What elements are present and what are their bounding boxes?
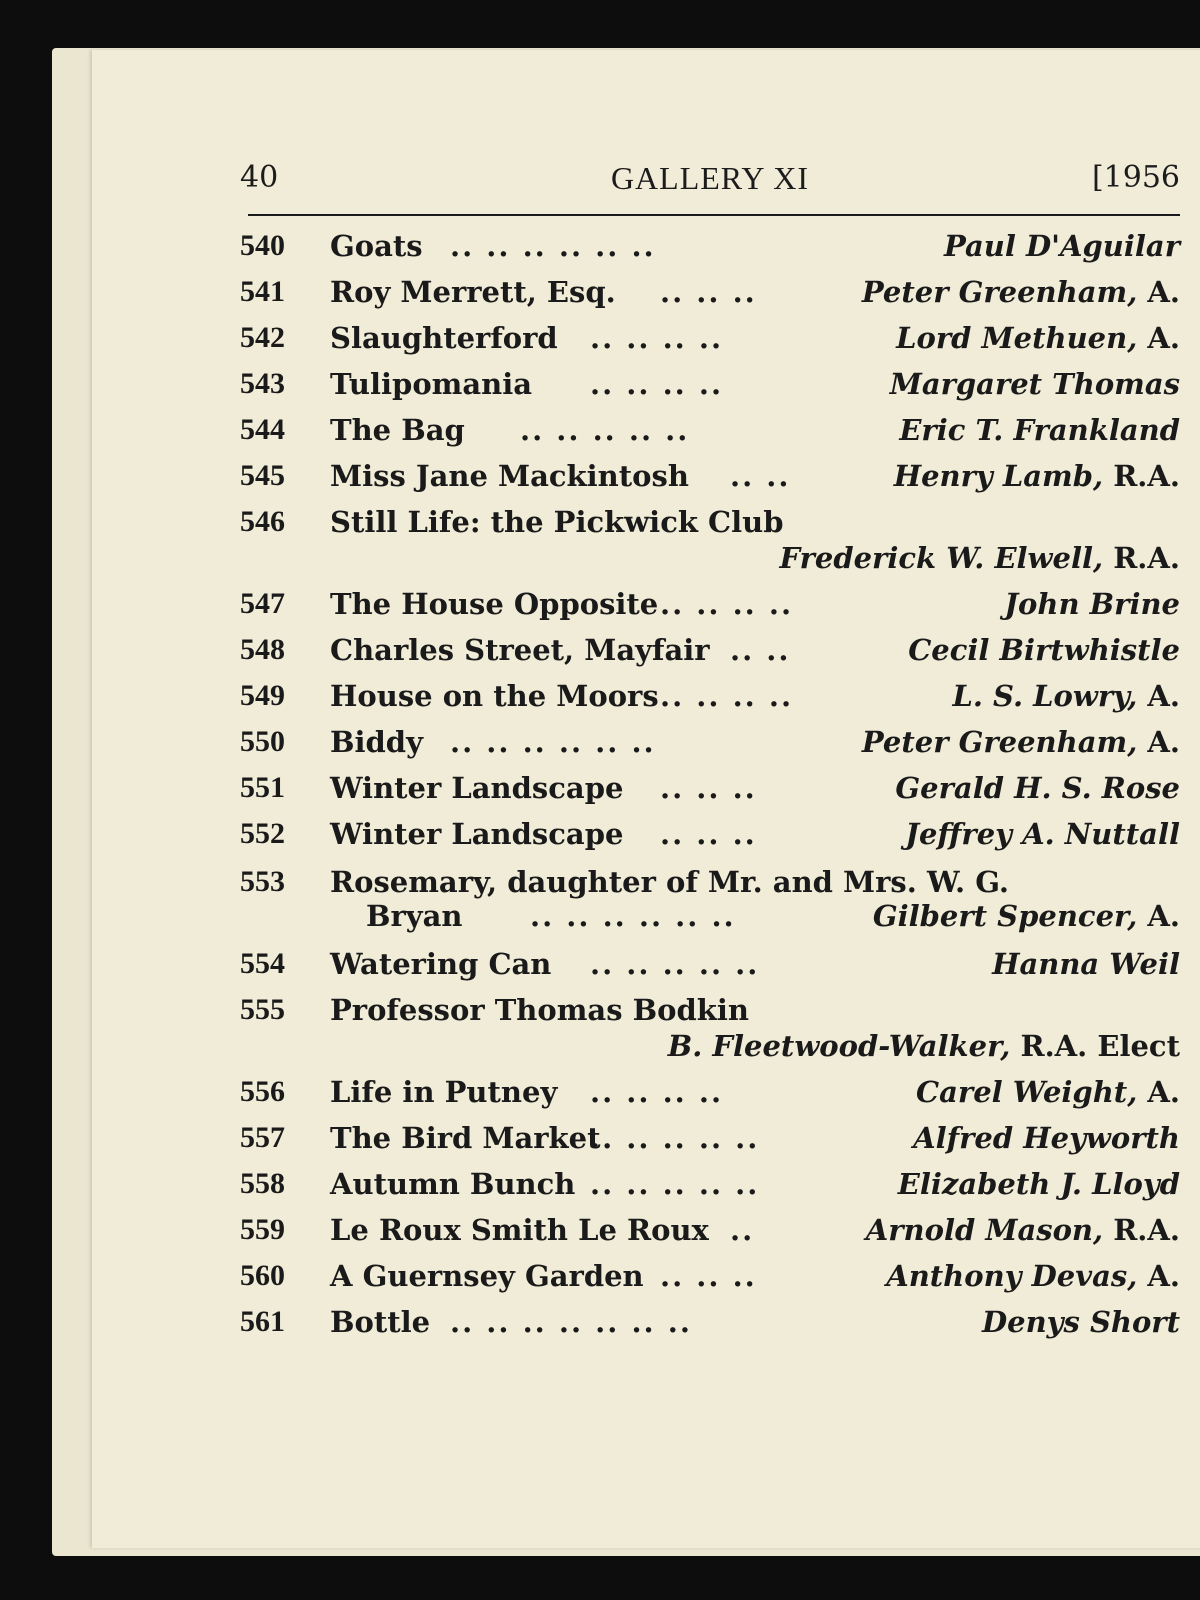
dot-leader: .. .. .. .. .. (590, 947, 760, 981)
entry-number: 552 (240, 817, 285, 850)
entry-number: 559 (240, 1213, 285, 1246)
artist-name (908, 632, 1180, 668)
artist-honorific: R.A. Elect (1010, 1029, 1180, 1063)
dot-leader: .. .. .. .. (590, 321, 724, 355)
entry-number: 556 (240, 1075, 285, 1108)
artist-name-text: Frederick W. Elwell, (779, 541, 1104, 575)
entry-title: Le Roux Smith Le Roux (330, 1213, 709, 1247)
artist-name-text: Anthony Devas, (886, 1259, 1138, 1293)
entry-number: 551 (240, 771, 285, 804)
artist-name (890, 366, 1180, 402)
artist-name (952, 678, 1180, 714)
header-rule (248, 214, 1180, 216)
dot-leader: .. .. .. (660, 275, 757, 309)
artist-name-text: John Brine (1004, 587, 1180, 621)
entry-title: Bottle (330, 1305, 431, 1339)
artist-name-text: L. S. Lowry, (952, 679, 1138, 713)
artist-name-text: Gerald H. S. Rose (895, 771, 1180, 805)
dot-leader: .. .. .. .. (590, 1075, 724, 1109)
dot-leader: .. .. .. (660, 771, 757, 805)
artist-name (780, 540, 1180, 576)
artist-name-text: Eric T. Frankland (899, 413, 1180, 447)
artist-name (894, 458, 1180, 494)
artist-name-text: Lord Methuen, (896, 321, 1138, 355)
artist-name (873, 898, 1180, 934)
artist-name-text: Paul D'Aguilar (943, 229, 1180, 263)
artist-honorific: A. (1137, 1075, 1180, 1109)
artist-honorific: A. (1137, 725, 1180, 759)
entry-title: Charles Street, Mayfair (330, 633, 710, 667)
running-head (240, 160, 1180, 200)
artist-name-text: Cecil Birtwhistle (908, 633, 1180, 667)
artist-honorific: A. (1137, 1259, 1180, 1293)
entry-number: 550 (240, 725, 285, 758)
artist-name-text: Hanna Weil (992, 947, 1180, 981)
artist-name (668, 1028, 1180, 1064)
artist-name (982, 1304, 1180, 1340)
entry-number: 560 (240, 1259, 285, 1292)
artist-name (944, 228, 1180, 264)
entry-number: 547 (240, 587, 285, 620)
artist-name-text: Denys Short (981, 1305, 1180, 1339)
dot-leader: .. .. .. (660, 817, 757, 851)
artist-honorific: A. (1137, 679, 1180, 713)
entry-title: The Bird Market (330, 1121, 601, 1155)
entry-number: 545 (240, 459, 285, 492)
entry-number: 561 (240, 1305, 285, 1338)
entry-title: House on the Moors (330, 679, 659, 713)
dot-leader: .. .. .. .. (660, 679, 794, 713)
entry-title: Watering Can (330, 947, 552, 981)
entry-number: 554 (240, 947, 285, 980)
artist-name (913, 1120, 1180, 1156)
entry-number: 542 (240, 321, 285, 354)
dot-leader: .. .. (730, 459, 791, 493)
artist-name (992, 946, 1180, 982)
entry-number: 540 (240, 229, 285, 262)
artist-name (899, 412, 1180, 448)
entry-title-continued: Bryan (366, 899, 463, 933)
artist-name (862, 274, 1180, 310)
entry-number: 544 (240, 413, 285, 446)
dot-leader: .. .. .. .. .. (590, 1167, 760, 1201)
dot-leader: .. .. .. .. .. .. (450, 229, 656, 263)
artist-name-text: Carel Weight, (916, 1075, 1138, 1109)
dot-leader: .. .. .. .. .. .. .. (450, 1305, 692, 1339)
entry-title: Biddy (330, 725, 423, 759)
entry-number: 543 (240, 367, 285, 400)
entry-title: Winter Landscape (330, 817, 624, 851)
entry-title: Roy Merrett, Esq. (330, 275, 616, 309)
entry-number: 548 (240, 633, 285, 666)
entry-title: Slaughterford (330, 321, 558, 355)
artist-honorific: A. (1137, 899, 1180, 933)
artist-name (866, 1212, 1180, 1248)
artist-name (896, 320, 1180, 356)
artist-name-text: Margaret Thomas (889, 367, 1180, 401)
dot-leader: .. .. .. .. .. (520, 413, 690, 447)
page-number: 40 (240, 160, 279, 195)
dot-leader: .. .. .. .. .. (590, 1121, 760, 1155)
entry-title: Professor Thomas Bodkin (330, 993, 749, 1027)
artist-name-text: Gilbert Spencer, (872, 899, 1138, 933)
artist-name (1004, 586, 1180, 622)
artist-name-text: Peter Greenham, (861, 275, 1138, 309)
artist-honorific: R.A. (1103, 459, 1180, 493)
dot-leader: .. .. .. .. (590, 367, 724, 401)
entry-title: Tulipomania (330, 367, 533, 401)
artist-name (916, 1074, 1180, 1110)
entry-number: 541 (240, 275, 285, 308)
dot-leader: .. .. .. (660, 1259, 757, 1293)
entry-title: A Guernsey Garden (330, 1259, 644, 1293)
dot-leader: .. .. (730, 633, 791, 667)
entry-title: Still Life: the Pickwick Club (330, 505, 784, 539)
artist-name (886, 1258, 1180, 1294)
year-label: [1956 (1091, 160, 1180, 195)
artist-name-text: B. Fleetwood-Walker, (667, 1029, 1011, 1063)
entry-number: 557 (240, 1121, 285, 1154)
artist-name-text: Peter Greenham, (861, 725, 1138, 759)
artist-name-text: Alfred Heyworth (913, 1121, 1180, 1155)
entry-number: 558 (240, 1167, 285, 1200)
entry-title: Goats (330, 229, 423, 263)
dot-leader: .. .. .. .. .. .. (530, 899, 736, 933)
entry-title: The Bag (330, 413, 465, 447)
entry-title: The House Opposite (330, 587, 659, 621)
page-title: GALLERY XI (610, 160, 810, 196)
entry-title: Rosemary, daughter of Mr. and Mrs. W. G. (330, 865, 1010, 899)
entry-number: 553 (240, 865, 285, 898)
dot-leader: .. .. .. .. .. .. (450, 725, 656, 759)
dot-leader: .. (730, 1213, 755, 1247)
entry-number: 549 (240, 679, 285, 712)
artist-honorific: A. (1137, 321, 1180, 355)
artist-honorific: R.A. (1103, 1213, 1180, 1247)
artist-name-text: Henry Lamb, (893, 459, 1104, 493)
entry-number: 546 (240, 505, 285, 538)
artist-honorific: R.A. (1103, 541, 1180, 575)
dot-leader: .. .. .. .. (660, 587, 794, 621)
artist-name-text: Elizabeth J. Lloyd (897, 1167, 1180, 1201)
artist-name (898, 1166, 1180, 1202)
artist-name-text: Arnold Mason, (865, 1213, 1104, 1247)
entry-title: Winter Landscape (330, 771, 624, 805)
artist-honorific: A. (1137, 275, 1180, 309)
artist-name (905, 816, 1180, 852)
entry-title: Autumn Bunch (330, 1167, 576, 1201)
artist-name-text: Jeffrey A. Nuttall (905, 817, 1180, 851)
artist-name (862, 724, 1180, 760)
artist-name (895, 770, 1180, 806)
entry-title: Miss Jane Mackintosh (330, 459, 689, 493)
entry-number: 555 (240, 993, 285, 1026)
entry-title: Life in Putney (330, 1075, 558, 1109)
